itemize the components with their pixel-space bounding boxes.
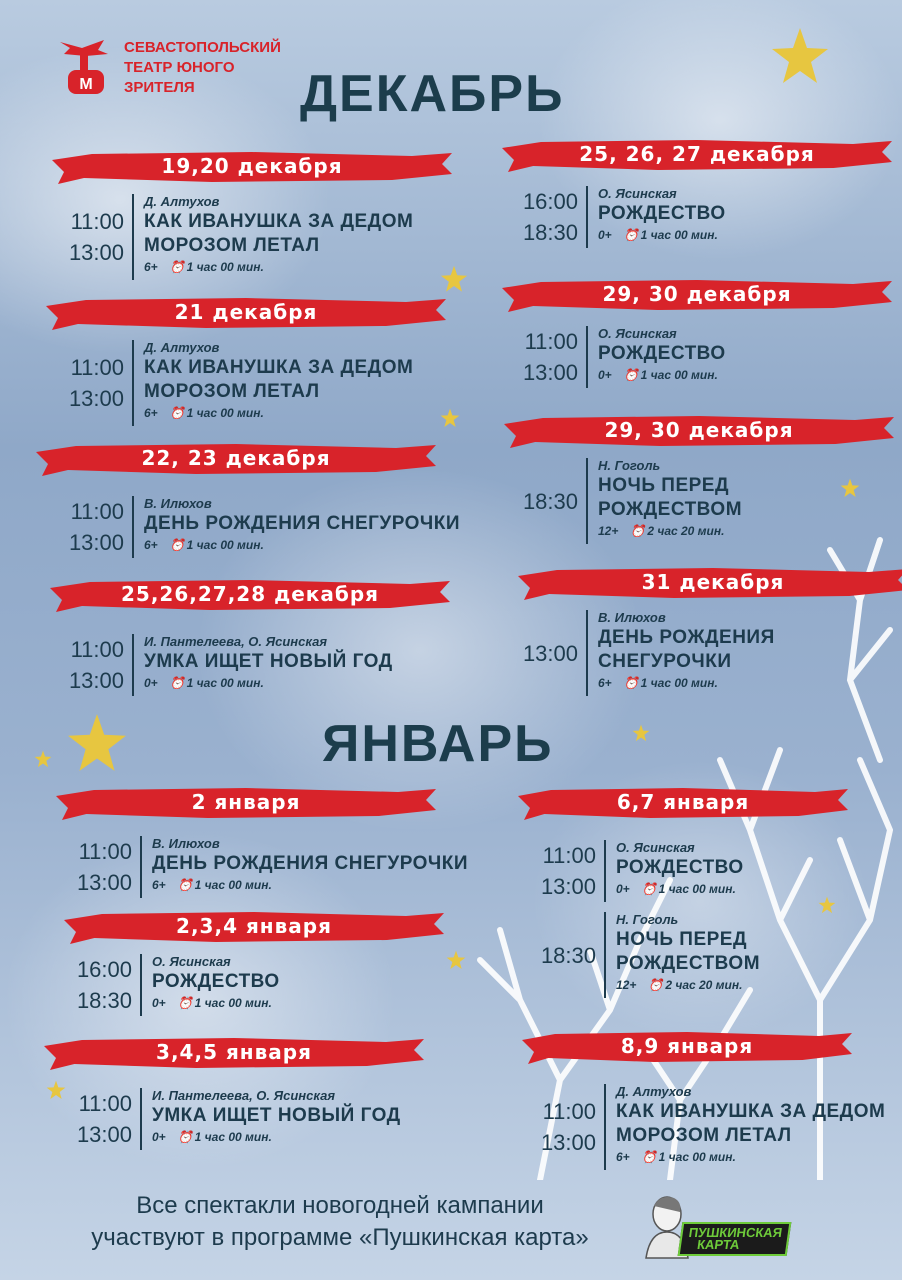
date-label: 25,26,27,28 декабря <box>121 582 379 606</box>
duration: 1 час 00 мин. <box>186 676 264 690</box>
alarm-clock-icon: ⏰ <box>177 878 193 892</box>
performance-info <box>144 496 460 554</box>
date-label: 8,9 января <box>620 1034 754 1058</box>
gold-star-icon <box>770 26 830 86</box>
duration: 1 час 00 мин. <box>186 260 264 274</box>
date-banner <box>52 150 452 184</box>
performance-info <box>152 1088 401 1146</box>
author: Н. Гоголь <box>616 912 679 927</box>
date-label: 22, 23 декабря <box>141 446 331 470</box>
author: Д. Алтухов <box>144 340 220 355</box>
author: Д. Алтухов <box>144 194 220 209</box>
theatre-name-line: ЗРИТЕЛЯ <box>124 79 195 96</box>
divider-line <box>586 326 588 388</box>
duration: 1 час 00 мин. <box>640 228 718 242</box>
duration: 1 час 00 мин. <box>194 878 272 892</box>
age-rating: 12+ <box>616 978 637 992</box>
date-banner <box>56 786 436 820</box>
alarm-clock-icon: ⏰ <box>641 1150 657 1164</box>
showtimes <box>526 840 596 902</box>
performance-entry <box>54 634 474 696</box>
performance-meta <box>598 522 742 540</box>
alarm-clock-icon: ⏰ <box>169 538 185 552</box>
author: Н. Гоголь <box>598 458 661 473</box>
age-rating: 6+ <box>152 878 166 892</box>
author: В. Илюхов <box>152 836 220 851</box>
gold-star-icon <box>66 712 128 774</box>
performance-title: МОРОЗОМ ЛЕТАЛ <box>144 235 320 256</box>
alarm-clock-icon: ⏰ <box>169 406 185 420</box>
performance-info <box>598 458 742 540</box>
performance-meta <box>144 404 413 422</box>
performance-meta <box>598 366 726 384</box>
alarm-clock-icon: ⏰ <box>641 882 657 896</box>
performance-title: РОЖДЕСТВО <box>598 203 726 224</box>
month-heading-january: ЯНВАРЬ <box>322 715 554 773</box>
date-banner <box>518 566 902 600</box>
age-rating: 6+ <box>144 538 158 552</box>
performance-title: РОЖДЕСТВО <box>152 971 280 992</box>
gold-star-icon <box>34 750 52 768</box>
performance-info <box>152 954 280 1012</box>
showtime: 11:00 <box>542 1099 596 1124</box>
theatre-logo-icon <box>52 34 118 100</box>
alarm-clock-icon: ⏰ <box>169 260 185 274</box>
showtimes <box>54 206 124 268</box>
pushkin-card-logo <box>640 1192 860 1262</box>
divider-line <box>140 1088 142 1150</box>
age-rating: 0+ <box>616 882 630 896</box>
showtime: 11:00 <box>542 843 596 868</box>
showtimes <box>54 352 124 414</box>
date-banner <box>502 278 892 312</box>
pushkin-card-badge <box>678 1222 792 1256</box>
date-banner <box>44 1036 424 1070</box>
performance-entry <box>526 840 902 902</box>
author: О. Ясинская <box>598 326 677 341</box>
divider-line <box>604 912 606 998</box>
duration: 1 час 00 мин. <box>186 538 264 552</box>
performance-entry <box>54 194 474 280</box>
showtime: 11:00 <box>78 839 132 864</box>
performance-entry <box>508 326 902 388</box>
performance-meta <box>152 1128 401 1146</box>
divider-line <box>604 1084 606 1170</box>
performance-title: МОРОЗОМ ЛЕТАЛ <box>144 381 320 402</box>
performance-title: ДЕНЬ РОЖДЕНИЯ СНЕГУРОЧКИ <box>152 853 469 874</box>
performance-meta <box>144 258 413 276</box>
performance-title: ДЕНЬ РОЖДЕНИЯ СНЕГУРОЧКИ <box>144 513 461 534</box>
performance-meta <box>616 1148 885 1166</box>
showtimes <box>526 1096 596 1158</box>
performance-title: РОЖДЕСТВО <box>616 857 744 878</box>
showtimes <box>62 836 132 898</box>
performance-entry <box>508 610 902 696</box>
date-banner <box>504 414 894 448</box>
theatre-name-line: СЕВАСТОПОЛЬСКИЙ <box>124 39 281 56</box>
age-rating: 0+ <box>144 676 158 690</box>
age-rating: 0+ <box>152 1130 166 1144</box>
performance-title: ДЕНЬ РОЖДЕНИЯ <box>598 627 775 648</box>
performance-meta <box>144 674 393 692</box>
author: И. Пантелеева, О. Ясинская <box>144 634 327 649</box>
showtime: 11:00 <box>70 637 124 662</box>
author: И. Пантелеева, О. Ясинская <box>152 1088 335 1103</box>
performance-meta <box>598 674 775 692</box>
performance-info <box>144 340 413 422</box>
performance-info <box>598 610 775 692</box>
duration: 2 час 20 мин. <box>647 524 725 538</box>
performance-entry <box>526 912 902 998</box>
pushkin-badge-line: ПУШКИНСКАЯ <box>687 1225 784 1240</box>
showtimes <box>62 954 132 1016</box>
showtimes <box>526 940 596 971</box>
showtimes <box>508 326 578 388</box>
divider-line <box>586 186 588 248</box>
performance-meta <box>598 226 726 244</box>
showtime: 18:30 <box>522 488 578 514</box>
performance-info <box>144 634 393 692</box>
divider-line <box>132 634 134 696</box>
performance-info <box>598 326 726 384</box>
showtime: 11:00 <box>70 209 124 234</box>
showtime: 18:30 <box>540 942 596 968</box>
author: В. Илюхов <box>144 496 212 511</box>
performance-info <box>616 840 744 898</box>
date-label: 6,7 января <box>616 790 750 814</box>
duration: 1 час 00 мин. <box>640 676 718 690</box>
performance-title: КАК ИВАНУШКА ЗА ДЕДОМ <box>144 211 414 232</box>
alarm-clock-icon: ⏰ <box>648 978 664 992</box>
performance-title: РОЖДЕСТВО <box>598 343 726 364</box>
showtime: 16:00 <box>522 189 578 214</box>
theatre-name-line: ТЕАТР ЮНОГО <box>124 59 235 76</box>
alarm-clock-icon: ⏰ <box>177 996 193 1010</box>
age-rating: 6+ <box>598 676 612 690</box>
age-rating: 6+ <box>616 1150 630 1164</box>
performance-info <box>144 194 413 276</box>
performance-meta <box>616 880 744 898</box>
showtime: 11:00 <box>524 329 578 354</box>
divider-line <box>604 840 606 902</box>
author: О. Ясинская <box>616 840 695 855</box>
date-label: 25, 26, 27 декабря <box>579 142 815 166</box>
date-label: 2 января <box>191 790 301 814</box>
date-banner <box>522 1030 852 1064</box>
footer-line: Все спектакли новогодней кампании <box>136 1192 544 1219</box>
showtime: 16:00 <box>76 957 132 982</box>
performance-title: СНЕГУРОЧКИ <box>598 651 732 672</box>
age-rating: 6+ <box>144 260 158 274</box>
age-rating: 6+ <box>144 406 158 420</box>
showtime: 13:00 <box>68 386 124 411</box>
date-label: 3,4,5 января <box>156 1040 312 1064</box>
date-label: 29, 30 декабря <box>604 418 794 442</box>
performance-info <box>616 1084 885 1166</box>
alarm-clock-icon: ⏰ <box>623 368 639 382</box>
age-rating: 0+ <box>598 368 612 382</box>
month-heading-december: ДЕКАБРЬ <box>300 65 565 123</box>
age-rating: 0+ <box>152 996 166 1010</box>
date-label: 29, 30 декабря <box>602 282 792 306</box>
svg-text:М: М <box>79 76 93 93</box>
footer-line: участвуют в программе «Пушкинская карта» <box>91 1224 589 1251</box>
alarm-clock-icon: ⏰ <box>177 1130 193 1144</box>
date-banner <box>46 296 446 330</box>
performance-entry <box>508 186 902 248</box>
showtimes <box>508 486 578 517</box>
date-label: 19,20 декабря <box>161 154 343 178</box>
performance-title: КАК ИВАНУШКА ЗА ДЕДОМ <box>144 357 414 378</box>
duration: 1 час 00 мин. <box>194 1130 272 1144</box>
showtime: 13:00 <box>76 870 132 895</box>
author: О. Ясинская <box>152 954 231 969</box>
performance-title: КАК ИВАНУШКА ЗА ДЕДОМ <box>616 1101 886 1122</box>
performance-title: РОЖДЕСТВОМ <box>598 499 743 520</box>
duration: 2 час 20 мин. <box>665 978 743 992</box>
showtime: 13:00 <box>68 530 124 555</box>
date-label: 21 декабря <box>174 300 318 324</box>
performance-entry <box>54 496 474 558</box>
showtimes <box>62 1088 132 1150</box>
date-banner <box>518 786 848 820</box>
theatre-logo <box>52 34 302 104</box>
duration: 1 час 00 мин. <box>194 996 272 1010</box>
showtimes <box>508 186 578 248</box>
author: Д. Алтухов <box>616 1084 692 1099</box>
divider-line <box>132 496 134 558</box>
date-banner <box>36 442 436 476</box>
age-rating: 12+ <box>598 524 619 538</box>
showtime: 11:00 <box>70 355 124 380</box>
showtime: 18:30 <box>76 988 132 1013</box>
footer-note <box>60 1190 620 1254</box>
date-banner <box>64 910 444 944</box>
performance-title: УМКА ИЩЕТ НОВЫЙ ГОД <box>152 1105 401 1126</box>
divider-line <box>132 194 134 280</box>
age-rating: 0+ <box>598 228 612 242</box>
performance-info <box>616 912 760 994</box>
author: О. Ясинская <box>598 186 677 201</box>
showtimes <box>54 634 124 696</box>
duration: 1 час 00 мин. <box>186 406 264 420</box>
duration: 1 час 00 мин. <box>640 368 718 382</box>
performance-entry <box>62 1088 482 1150</box>
author: В. Илюхов <box>598 610 666 625</box>
divider-line <box>586 458 588 544</box>
showtime: 13:00 <box>76 1122 132 1147</box>
divider-line <box>140 836 142 898</box>
alarm-clock-icon: ⏰ <box>623 676 639 690</box>
alarm-clock-icon: ⏰ <box>169 676 185 690</box>
date-label: 31 декабря <box>641 570 785 594</box>
duration: 1 час 00 мин. <box>658 882 736 896</box>
showtime: 13:00 <box>68 240 124 265</box>
performance-entry <box>62 954 482 1016</box>
alarm-clock-icon: ⏰ <box>630 524 646 538</box>
performance-info <box>598 186 726 244</box>
performance-meta <box>616 976 760 994</box>
divider-line <box>586 610 588 696</box>
alarm-clock-icon: ⏰ <box>623 228 639 242</box>
divider-line <box>132 340 134 426</box>
showtime: 18:30 <box>522 220 578 245</box>
date-banner <box>50 578 450 612</box>
performance-title: УМКА ИЩЕТ НОВЫЙ ГОД <box>144 651 393 672</box>
performance-title: НОЧЬ ПЕРЕД <box>616 929 747 950</box>
performance-entry <box>508 458 902 544</box>
date-banner <box>502 138 892 172</box>
performance-entry <box>54 340 474 426</box>
showtime: 13:00 <box>540 874 596 899</box>
performance-entry <box>62 836 482 898</box>
showtime: 11:00 <box>70 499 124 524</box>
performance-title: РОЖДЕСТВОМ <box>616 953 761 974</box>
showtime: 11:00 <box>78 1091 132 1116</box>
showtime: 13:00 <box>522 360 578 385</box>
performance-title: НОЧЬ ПЕРЕД <box>598 475 729 496</box>
performance-info <box>152 836 468 894</box>
performance-meta <box>152 876 468 894</box>
performance-meta <box>152 994 280 1012</box>
showtime: 13:00 <box>540 1130 596 1155</box>
performance-meta <box>144 536 460 554</box>
showtime: 13:00 <box>68 668 124 693</box>
showtimes <box>54 496 124 558</box>
duration: 1 час 00 мин. <box>658 1150 736 1164</box>
performance-entry <box>526 1084 902 1170</box>
showtime: 13:00 <box>522 640 578 666</box>
pushkin-badge-line: КАРТА <box>696 1237 741 1252</box>
date-label: 2,3,4 января <box>176 914 332 938</box>
showtimes <box>508 638 578 669</box>
divider-line <box>140 954 142 1016</box>
performance-title: МОРОЗОМ ЛЕТАЛ <box>616 1125 792 1146</box>
